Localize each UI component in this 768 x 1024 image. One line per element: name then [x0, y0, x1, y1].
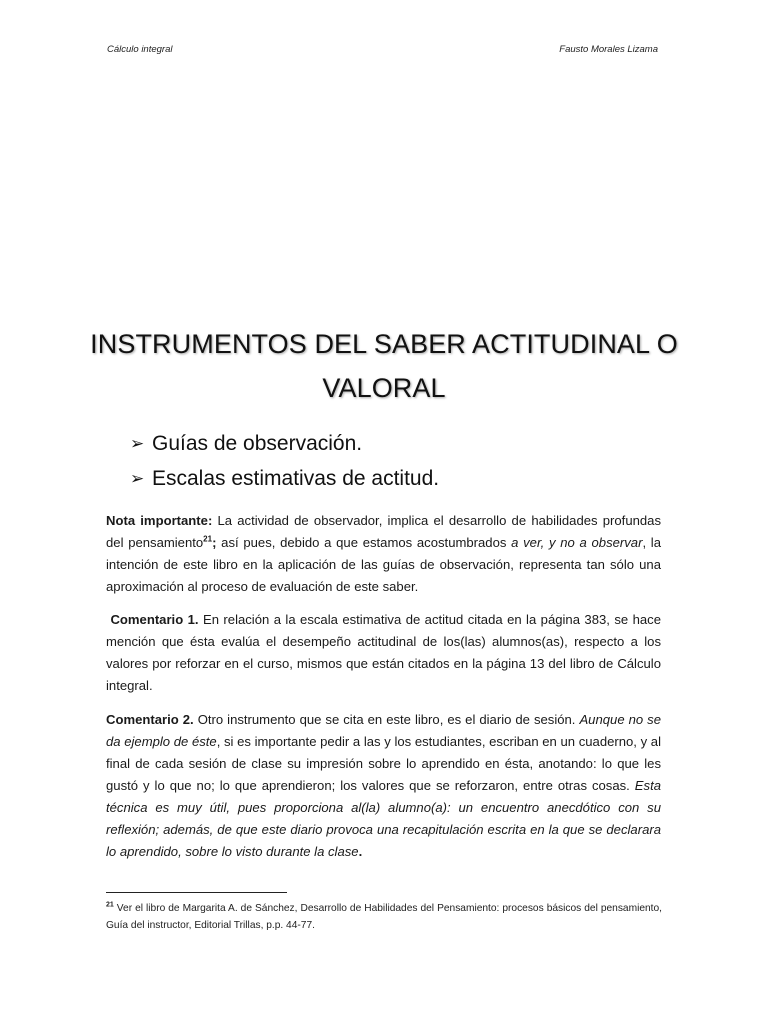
comment-1-label: Comentario 1. [110, 612, 199, 627]
section-title-line-1: INSTRUMENTOS DEL SABER ACTITUDINAL O [90, 329, 678, 359]
section-title-line-2: VALORAL [322, 373, 446, 403]
footnote-text: Ver el libro de Margarita A. de Sánchez, Desarrollo de Habilidades del Pensamiento: procesos básicos del pensamiento, Guía del instructor, Editorial Trillas, p.p. 44-77. [106, 903, 662, 931]
arrow-bullet-icon: ➢ [130, 469, 145, 488]
note-paragraph [106, 510, 661, 598]
comment-2-end: . [358, 844, 363, 859]
running-header-right: Fausto Morales Lizama [559, 44, 658, 55]
list-item-label: Escalas estimativas de actitud. [152, 467, 440, 490]
list-item [130, 461, 439, 496]
comment-2-label: Comentario 2. [106, 712, 194, 727]
footnote-number: 21 [106, 901, 114, 909]
note-text: , la intención de este libro en la aplicación de las guías de observación, representa tan sólo una aproximación al proceso de evaluación de este saber. [106, 535, 661, 594]
arrow-bullet-icon: ➢ [130, 434, 145, 453]
comment-2-paragraph [106, 709, 661, 863]
footnote-divider [106, 892, 287, 893]
list-item-label: Guías de observación. [152, 432, 363, 455]
comment-1-text: En relación a la escala estimativa de actitud citada en la página 383, se hace mención que ésta evalúa el desempeño actitudinal de los(las) alumnos(as), respecto a los valores por reforzar en el curso, mismos que están citados en la página 13 del libro de Cálculo integral. [106, 612, 661, 693]
comment-2-text: Otro instrumento que se cita en este libro, es el diario de sesión. [193, 712, 580, 727]
section-title [60, 322, 708, 410]
footnote-reference[interactable]: 21 [203, 534, 213, 544]
instrument-list [130, 426, 439, 496]
running-header-left: Cálculo integral [107, 44, 173, 55]
list-item [130, 426, 439, 461]
note-label: Nota importante: [106, 513, 213, 528]
comment-2-emphasis: Esta técnica es muy útil, pues proporciona al(la) alumno(a): un encuentro anecdótico con su reflexión; además, de que este diario provoca una recapitulación escrita en la que se declarara lo aprendido, sobre lo visto durante la clase [106, 778, 661, 859]
comment-2-emphasis: Aunque no se da ejemplo de éste [106, 712, 661, 749]
note-emphasis: a ver, y no a observar [511, 535, 643, 550]
note-text: así pues, debido a que estamos acostumbrados [216, 535, 512, 550]
comment-1-paragraph [106, 609, 661, 697]
footnote [106, 900, 662, 934]
note-text: La actividad de observador, implica el desarrollo de habilidades profundas del pensamiento [106, 513, 661, 550]
comment-2-text: , si es importante pedir a las y los estudiantes, escriban en un cuaderno, y al final de cada sesión de clase su impresión sobre lo aprendido en ésta, anotando: lo que les gustó y lo que no; lo que aprendieron; los valores que se reforzaron, entre otras cosas. [106, 734, 661, 793]
note-separator: ; [212, 535, 217, 550]
